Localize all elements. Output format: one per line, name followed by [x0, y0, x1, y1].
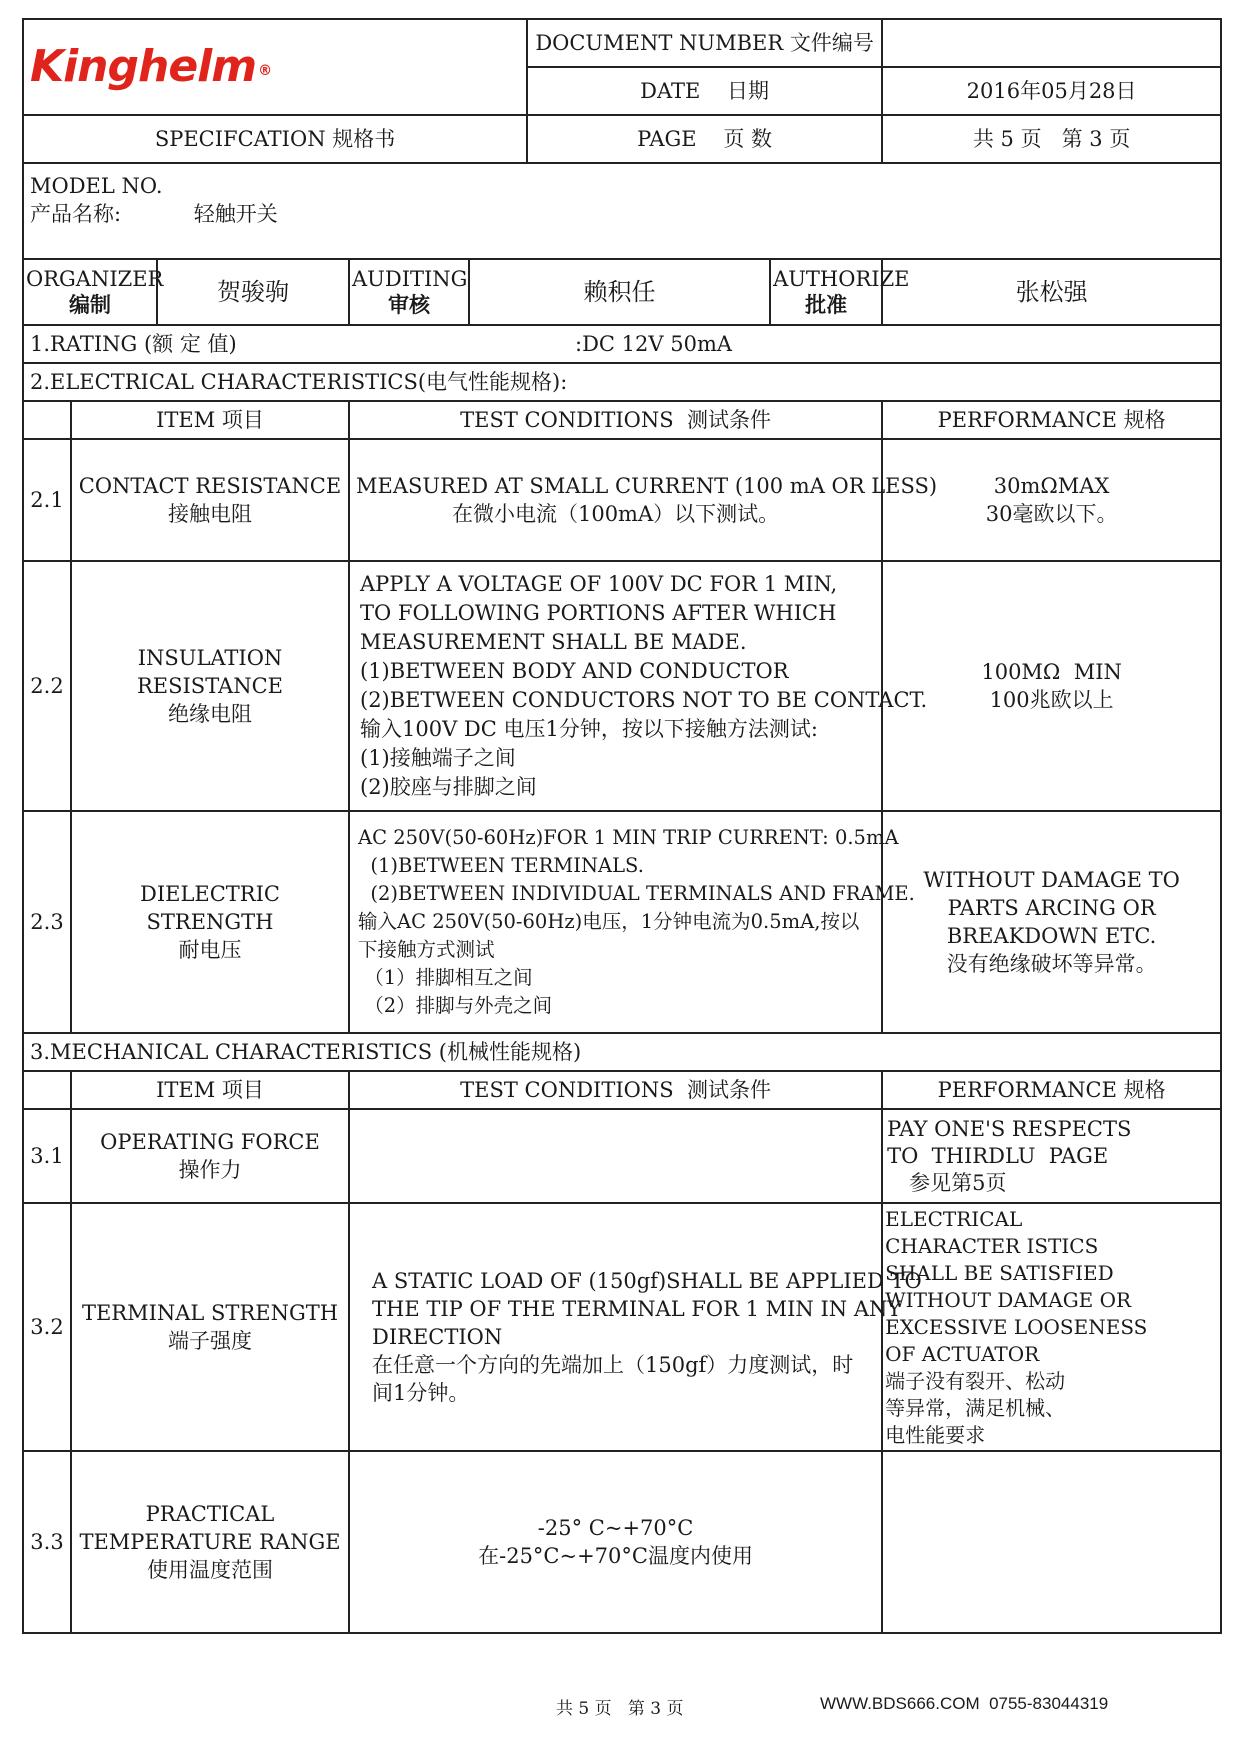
spec-title: SPECIFCATION 规格书	[23, 115, 527, 163]
electrical-title: 2.ELECTRICAL CHARACTERISTICS(电气性能规格):	[23, 363, 1221, 401]
date-value: 2016年05月28日	[882, 67, 1221, 115]
row-number: 2.3	[23, 811, 71, 1033]
authorize-label: AUTHORIZE 批准	[770, 259, 882, 325]
product-name-value: 轻触开关	[193, 202, 278, 226]
col-item: ITEM 项目	[71, 401, 349, 439]
item-cell: OPERATING FORCE 操作力	[71, 1109, 349, 1203]
kinghelm-logo: Kinghelm ®	[30, 41, 272, 92]
table-row	[23, 1203, 1221, 1451]
row-number: 3.3	[23, 1451, 71, 1633]
page-value: 共 5 页 第 3 页	[882, 115, 1221, 163]
rating-row	[23, 325, 1221, 363]
table-row	[23, 1451, 1221, 1633]
rating-value: :DC 12V 50mA	[575, 332, 733, 356]
test-cell: A STATIC LOAD OF (150gf)SHALL BE APPLIED TO THE TIP OF THE TERMINAL FOR 1 MIN IN ANY DIRECTION 在任意一个方向的先端加上（150gf）力度测试，时 间1分钟。	[349, 1203, 882, 1451]
col-item: ITEM 项目	[71, 1071, 349, 1109]
test-cell: MEASURED AT SMALL CURRENT (100 mA OR LESS) 在微小电流（100mA）以下测试。	[349, 439, 882, 561]
performance-cell: 100MΩ MIN 100兆欧以上	[882, 561, 1221, 811]
rating-label: 1.RATING (额 定 值)	[30, 332, 237, 356]
table-row	[23, 811, 1221, 1033]
col-performance: PERFORMANCE 规格	[882, 401, 1221, 439]
item-cell: INSULATION RESISTANCE 绝缘电阻	[71, 561, 349, 811]
doc-number-label: DOCUMENT NUMBER 文件编号	[527, 19, 882, 67]
table-row	[23, 1109, 1221, 1203]
product-name-row	[30, 200, 1214, 228]
performance-cell: WITHOUT DAMAGE TO PARTS ARCING OR BREAKDOWN ETC. 没有绝缘破坏等异常。	[882, 811, 1221, 1033]
page-label: PAGE 页 数	[527, 115, 882, 163]
footer-page-count: 共 5 页 第 3 页	[556, 1699, 684, 1719]
item-cell: DIELECTRIC STRENGTH 耐电压	[71, 811, 349, 1033]
auditing-label: AUDITING 审核	[349, 259, 469, 325]
doc-number-value	[882, 19, 1221, 67]
table-row	[23, 439, 1221, 561]
spec-table	[22, 18, 1222, 1634]
test-cell: AC 250V(50-60Hz)FOR 1 MIN TRIP CURRENT: 0.5mA (1)BETWEEN TERMINALS. (2)BETWEEN INDIVIDUAL TERMINALS AND FRAME. 输入AC 250V(50-60Hz)电压，1分钟电流为0.5mA,按以 下接触方式测试 （1）排脚相互之间 （2）排脚与外壳之间	[349, 811, 882, 1033]
row-number: 2.1	[23, 439, 71, 561]
col-test: TEST CONDITIONS 测试条件	[349, 1071, 882, 1109]
spec-sheet	[22, 18, 1220, 1634]
model-label: MODEL NO.	[30, 174, 163, 198]
test-cell: -25° C~+70°C 在-25°C~+70°C温度内使用	[349, 1451, 882, 1633]
col-performance: PERFORMANCE 规格	[882, 1071, 1221, 1109]
organizer-label: ORGANIZER 编制	[23, 259, 157, 325]
item-cell: CONTACT RESISTANCE 接触电阻	[71, 439, 349, 561]
test-cell	[349, 1109, 882, 1203]
col-no	[23, 1071, 71, 1109]
performance-cell	[882, 1451, 1221, 1633]
auditing-name: 赖积任	[469, 259, 770, 325]
table-row	[23, 561, 1221, 811]
row-number: 3.1	[23, 1109, 71, 1203]
model-cell	[23, 163, 1221, 259]
item-cell: TERMINAL STRENGTH 端子强度	[71, 1203, 349, 1451]
item-cell: PRACTICAL TEMPERATURE RANGE 使用温度范围	[71, 1451, 349, 1633]
performance-cell: ELECTRICAL CHARACTER ISTICS SHALL BE SATISFIED WITHOUT DAMAGE OR EXCESSIVE LOOSENESS OF ACTUATOR 端子没有裂开、松动 等异常，满足机械、 电性能要求	[882, 1203, 1221, 1451]
performance-cell: 30mΩMAX 30毫欧以下。	[882, 439, 1221, 561]
mechanical-title: 3.MECHANICAL CHARACTERISTICS (机械性能规格)	[23, 1033, 1221, 1071]
col-test: TEST CONDITIONS 测试条件	[349, 401, 882, 439]
authorize-name: 张松强	[882, 259, 1221, 325]
col-no	[23, 401, 71, 439]
row-number: 3.2	[23, 1203, 71, 1451]
product-name-label: 产品名称:	[30, 202, 122, 226]
performance-cell: PAY ONE'S RESPECTS TO THIRDLU PAGE 参见第5页	[882, 1109, 1221, 1203]
logo-cell	[23, 19, 527, 115]
row-number: 2.2	[23, 561, 71, 811]
footer-website: WWW.BDS666.COM 0755-83044319	[820, 1694, 1109, 1713]
date-label: DATE 日期	[527, 67, 882, 115]
organizer-name: 贺骏驹	[157, 259, 349, 325]
test-cell: APPLY A VOLTAGE OF 100V DC FOR 1 MIN, TO FOLLOWING PORTIONS AFTER WHICH MEASUREMENT SHALL BE MADE. (1)BETWEEN BODY AND CONDUCTOR (2)BETWEEN CONDUCTORS NOT TO BE CONTACT. 输入100V DC 电压1分钟，按以下接触方法测试: (1)接触端子之间 (2)胶座与排脚之间	[349, 561, 882, 811]
